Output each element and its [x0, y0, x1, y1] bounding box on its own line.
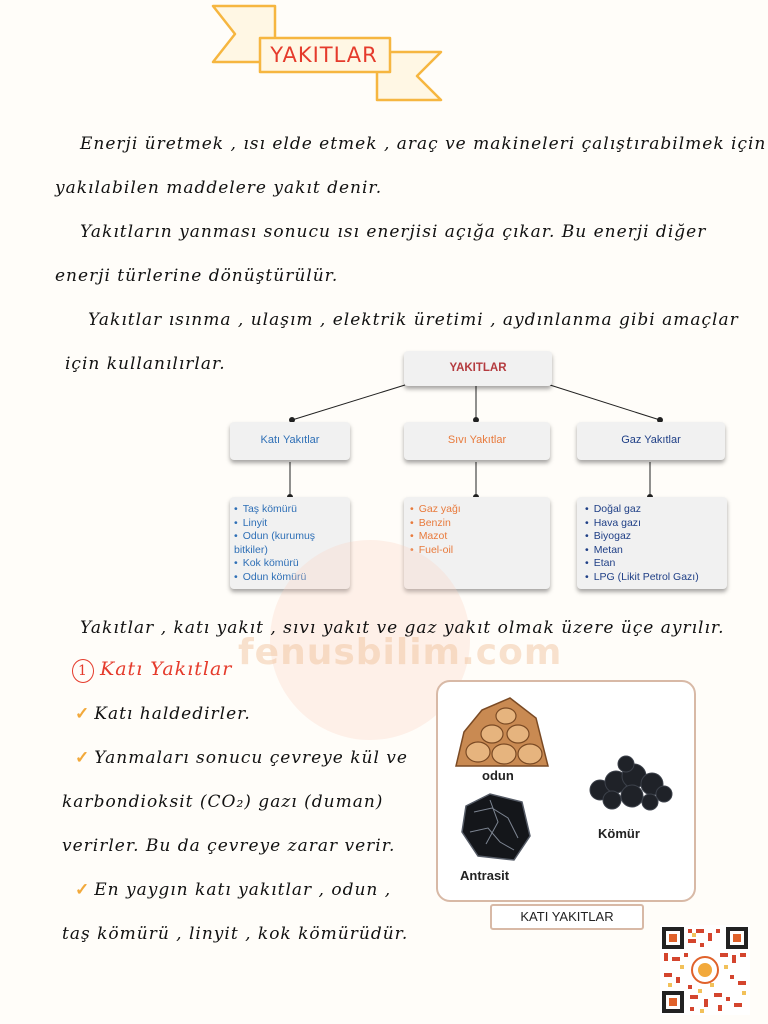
bullet-2-line-1 [75, 748, 408, 768]
check-icon: ✓ [75, 748, 91, 768]
paragraph-2-line-1: Yakıtların yanması sonucu ısı enerjisi açığa çıkar. Bu enerji diğer [80, 222, 707, 242]
watermark-text: fenusbilim.com [238, 632, 563, 673]
paragraph-2-line-2: enerji türlerine dönüştürülür. [55, 266, 339, 286]
list-item: • Benzin [410, 517, 461, 531]
list-item: • Gaz yağı [410, 503, 461, 517]
photo-caption: KATI YAKITLAR [490, 904, 644, 930]
bullet-1 [75, 704, 251, 724]
list-item: • Odun kömürü [234, 571, 350, 585]
diagram-gas-fuels-box: Gaz Yakıtlar [577, 422, 725, 460]
diagram-root-box: YAKITLAR [404, 351, 552, 386]
diagram-liquid-fuels-box: Sıvı Yakıtlar [404, 422, 550, 460]
list-item: • Odun (kurumuş bitkiler) [234, 530, 350, 557]
list-item: • Metan [585, 544, 699, 558]
diagram-solid-fuels-box: Katı Yakıtlar [230, 422, 350, 460]
paragraph-3-line-2: için kullanılırlar. [65, 354, 226, 374]
anthracite-label: Antrasit [460, 868, 510, 883]
coal-label: Kömür [598, 826, 640, 841]
list-item: • Etan [585, 557, 699, 571]
list-item: • Hava gazı [585, 517, 699, 531]
liquid-fuels-list [410, 503, 461, 557]
firewood-image [452, 696, 552, 768]
bullet-2-line-2: karbondioksit (CO₂) gazı (duman) [62, 792, 384, 812]
qr-code[interactable] [660, 925, 750, 1015]
bullet-1-text: Katı haldedirler. [94, 704, 251, 724]
list-item: • LPG (Likit Petrol Gazı) [585, 571, 699, 585]
section-heading-text: Katı Yakıtlar [100, 658, 233, 680]
solid-fuels-photo-panel [436, 680, 696, 902]
diagram-gas-fuels-list-box [577, 497, 727, 589]
list-item: • Biyogaz [585, 530, 699, 544]
page-title: YAKITLAR [270, 43, 378, 67]
classification-sentence: Yakıtlar , katı yakıt , sıvı yakıt ve gaz yakıt olmak üzere üçe ayrılır. [80, 618, 725, 638]
section-number-circle: 1 [72, 659, 94, 683]
list-item: • Doğal gaz [585, 503, 699, 517]
bullet-2-line-3: verirler. Bu da çevreye zarar verir. [62, 836, 396, 856]
bullet-3-line-1 [75, 880, 391, 900]
bullet-3-line-2: taş kömürü , linyit , kok kömürüdür. [62, 924, 409, 944]
anthracite-image [460, 792, 532, 864]
list-item: • Mazot [410, 530, 461, 544]
section-heading [72, 658, 232, 683]
paragraph-3-line-1: Yakıtlar ısınma , ulaşım , elektrik üretimi , aydınlanma gibi amaçlar [88, 310, 739, 330]
bullet-3-line-1-text: En yaygın katı yakıtlar , odun , [94, 880, 392, 900]
coal-image [586, 754, 674, 812]
list-item: • Kok kömürü [234, 557, 350, 571]
list-item: • Taş kömürü [234, 503, 350, 517]
firewood-label: odun [482, 768, 514, 783]
gas-fuels-list [585, 503, 699, 584]
paragraph-1-line-1: Enerji üretmek , ısı elde etmek , araç ve makineleri çalıştırabilmek için [80, 134, 767, 154]
check-icon: ✓ [75, 880, 91, 900]
bullet-2-line-1-text: Yanmaları sonucu çevreye kül ve [94, 748, 408, 768]
list-item: • Fuel-oil [410, 544, 461, 558]
check-icon: ✓ [75, 704, 91, 724]
list-item: • Linyit [234, 517, 350, 531]
paragraph-1-line-2: yakılabilen maddelere yakıt denir. [55, 178, 383, 198]
